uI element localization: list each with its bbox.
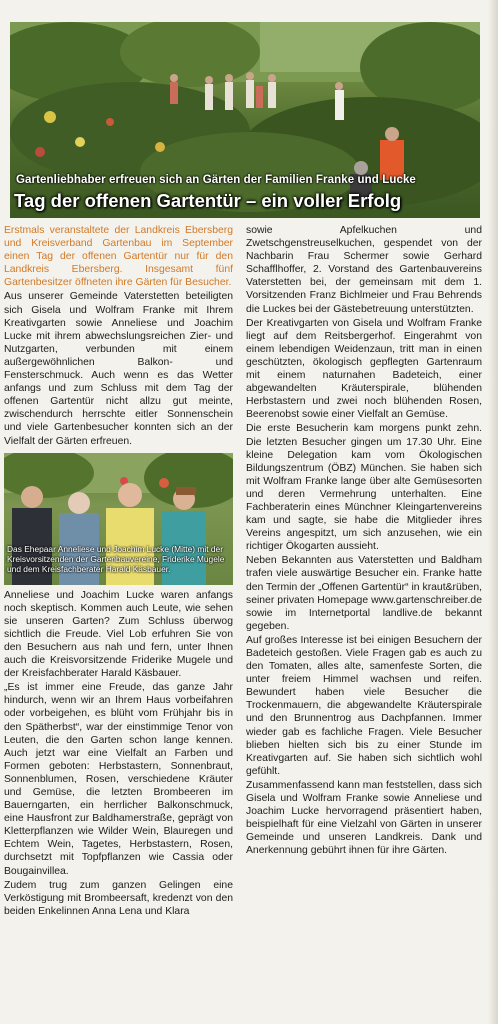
lucke-family-photo — [4, 453, 233, 585]
garden-hero-photo — [10, 22, 480, 218]
article-paragraph: Auf großes Interesse ist bei einigen Besuchern der Badeteich gestoßen. Viele Fragen gab es auch zu den Tomaten, alles alte, samenfeste Sorten, die unter freiem Himmel wachsen und reifen. Bewundert haben viele Besucher die Trockenmauern, die abgewandelte Kräuterspirale und den Brunnentrog aus Dachpfannen. Immer wieder gab es fachliche Fragen. Viele Besucher blieben hielten sich bis zu einer Stunde im Kreativgarten auf. Sie haben sich sichtlich wohl gefühlt. — [246, 634, 482, 777]
article-paragraph: Der Kreativgarten von Gisela und Wolfram Franke liegt auf dem Reitsbergerhof. Eingerahmt von einem lebendigen Weidenzaun, tritt man in einen geschützten, ökologisch gepflegten Gartenraum mit einem naturnahen Badeteich, einer abgewandelten Kräuterspirale, blühenden Herbstastern und zwei noch blühenden Rosen, Beerenobst sowie einer Vielfalt an Gemüse. — [246, 317, 482, 421]
article-paragraph: Anneliese und Joachim Lucke waren anfangs noch skeptisch. Kommen auch Leute, wie sehen sie unseren Garten? Zum Schluss überwog sichtlich die Freude. Viel Lob erfuhren Sie von den Besuchern aus nah und fern, unter Ihnen auch die Kreisvorsitzende Friderike Mugele und der Kreisfachberater Harald Käsbauer. — [4, 589, 233, 680]
article-paragraph: Die erste Besucherin kam morgens punkt zehn. Die letzten Besucher gingen um 17.30 Uhr. Eine kleine Delegation kam vom Ökologischen Bildungszentrum (ÖBZ) München. Sie haben sich mit Wolfram Franke lange über alte Gemüsesorten und deren Vermehrung unterhalten. Eine Fachberaterin eines Münchner Kleingartenvereins kam und sagte, sie habe die Mitglieder ihres Vereins angespitzt, um sich anzusehen, wie ein richtiger Ökogarten aussieht. — [246, 423, 482, 553]
article-paragraph: Aus unserer Gemeinde Vaterstetten beteiligten sich Gisela und Wolfram Franke mit Ihrem Kreativgarten sowie Anneliese und Joachim Lucke mit ihrem abwechslungsreichen Zier- und Nutzgarten, verbunden mit einem außergewöhnlichen Balkon- und Fensterschmuck. Auch wenn es das Wetter anfangs und zum Schluss mit dem Tag der offenen Gartentür nicht allzu gut meinte, zwischendurch herrschte eitler Sonnenschein und viele Gartenbesucher konnten sich an der Vielfalt der Gärten erfreuen. — [4, 291, 233, 447]
article-paragraph: Zusammenfassend kann man feststellen, dass sich Gisela und Wolfram Franke sowie Anneliese und Joachim Lucke hervorragend präsentiert haben, beispielhaft für eine Vielzahl von Gärten in unserer Gemeinde und unseren Landkreis. Dank und Anerkennung gebührt ihnen für ihre Gärten. — [246, 779, 482, 857]
right-column — [246, 224, 482, 859]
inset-caption: Das Ehepaar Anneliese und Joachim Lucke (Mitte) mit der Kreisvorsitzenden der Gartenbauvereine, Friderike Mugele und dem Kreisfachberater Harald Käsbauer. — [7, 543, 225, 574]
article-paragraph: sowie Apfelkuchen und Zwetschgenstreuselkuchen, gespendet von der Nachbarin Frau Schermer sowie Gerhard Schafflhoffer, 2. Vorstand des Gartenbauvereins Vaterstetten bei, der gemeinsam mit dem 1. Vorsitzenden Franz Bichlmeier und Frau Behrends die Luckes bei der Gästebetreuung unterstützten. — [246, 225, 482, 315]
left-column — [4, 224, 233, 919]
page-edge-shadow — [488, 0, 498, 1024]
article-headline: Tag der offenen Gartentür – ein voller Erfolg — [14, 190, 402, 211]
article-paragraph: Zudem trug zum ganzen Gelingen eine Verköstigung mit Brombeersaft, kredenzt von den beiden Enkelinnen Anna Lena und Klara — [4, 879, 233, 917]
article-lead: Erstmals veranstaltete der Landkreis Ebersberg und Kreisverband Gartenbau im September einen Tag der offenen Gartentür nur für den Landkreis Ebersberg. Insgesamt fünf Gartenbesitzer öffneten ihre Gärten für Besucher. — [4, 225, 233, 289]
article-paragraph: „Es ist immer eine Freude, das ganze Jahr hindurch, wenn wir an Ihrem Haus vorbeifahren oder vorbeigehen, es blüht vom Frühjahr bis in den Spätherbst“, war der einstimmige Tenor von Leuten, die den Garten schon lange kennen. Auch jetzt war eine Vielfalt an Farben und Formen geboten: Herbstastern, Sonnenbraut, Sonnenblumen, Rosen, verschiedene Kräuter und Gemüse, die letzten Brombeeren im Bauerngarten, ein herrlicher Balkonschmuck, eine Hausfront zur Baldhamerstraße, geprägt von Kletterpflanzen wie Wilder Wein, Blauregen und Echtem Wein, Tagetes, Herbstastern, Rosen, durchsetzt mit Topfpflanzen wie Cassia oder Bougainvillea. — [4, 682, 233, 877]
hero-caption: Gartenliebhaber erfreuen sich an Gärten der Familien Franke und Lucke — [16, 174, 416, 186]
article-paragraph: Neben Bekannten aus Vaterstetten und Baldham trafen viele auswärtige Besucher ein. Franke hatte den Termin der „Offenen Gartentür“ in kraut&rüben, seiner privaten Homepage www.gartenschreiber.de sowie im Internetportal landlive.de bekannt gegeben. — [246, 555, 482, 632]
garden-visitors-illustration — [10, 22, 480, 218]
